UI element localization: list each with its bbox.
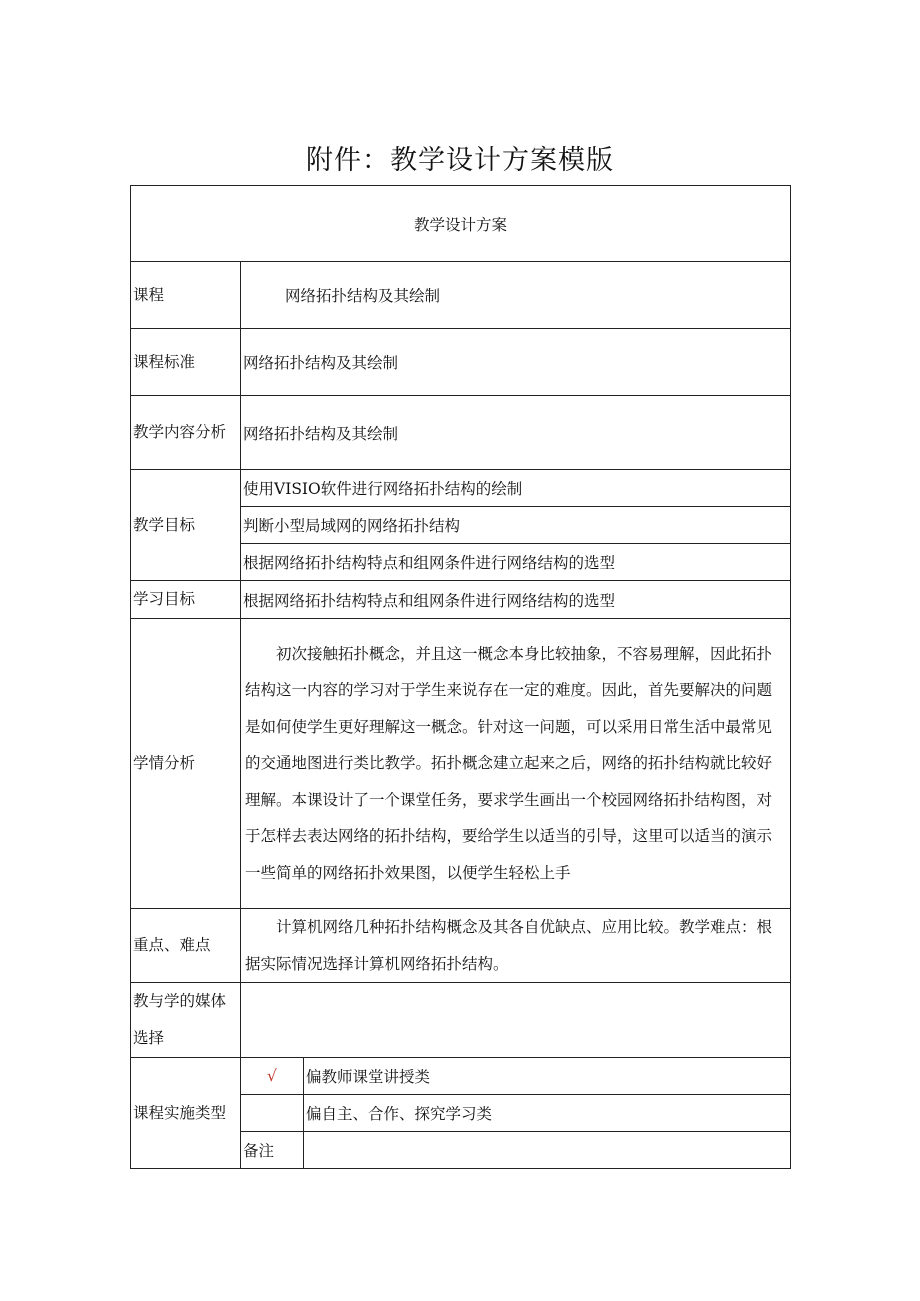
content-analysis-value: 网络拓扑结构及其绘制: [241, 396, 791, 470]
objectives-label: 教学目标: [131, 470, 241, 581]
objective-item: 判断小型局域网的网络拓扑结构: [241, 507, 791, 544]
course-label: 课程: [131, 262, 241, 329]
remark-label: 备注: [241, 1132, 304, 1169]
objective-item: 根据网络拓扑结构特点和组网条件进行网络结构的选型: [241, 544, 791, 581]
media-label: 教与学的媒体选择: [131, 983, 241, 1058]
student-analysis-paragraph: 初次接触拓扑概念，并且这一概念本身比较抽象，不容易理解，因此拓扑结构这一内容的学习对于学生来说存在一定的难度。因此，首先要解决的问题是如何使学生更好理解这一概念。针对这一问题，可以采用日常生活中最常见的交通地图进行类比教学。拓扑概念建立起来之后，网络的拓扑结构就比较好理解。本课设计了一个课堂任务，要求学生画出一个校园网络拓扑结构图，对于怎样去表达网络的拓扑结构，要给学生以适当的引导，这里可以适当的演示一些简单的网络拓扑效果图，以便学生轻松上手: [245, 644, 773, 882]
student-analysis-label: 学情分析: [131, 619, 241, 909]
remark-value: [304, 1132, 791, 1169]
check-mark: √: [241, 1058, 304, 1095]
implementation-option: 偏教师课堂讲授类: [304, 1058, 791, 1095]
table-heading: 教学设计方案: [131, 186, 791, 262]
key-points-label: 重点、难点: [131, 909, 241, 983]
implementation-label: 课程实施类型: [131, 1058, 241, 1169]
media-value: [241, 983, 791, 1058]
standard-value: 网络拓扑结构及其绘制: [241, 329, 791, 396]
check-mark-empty: [241, 1095, 304, 1132]
implementation-option: 偏自主、合作、探究学习类: [304, 1095, 791, 1132]
key-points-text: [241, 909, 791, 983]
learning-objectives-value: 根据网络拓扑结构特点和组网条件进行网络结构的选型: [241, 581, 791, 619]
objective-item: 使用VISIO软件进行网络拓扑结构的绘制: [241, 470, 791, 507]
page-title: 附件：教学设计方案模版: [306, 145, 614, 176]
student-analysis-text: [241, 619, 791, 909]
key-points-paragraph: 计算机网络几种拓扑结构概念及其各自优缺点、应用比较。教学难点：根据实际情况选择计算机网络拓扑结构。: [245, 918, 773, 973]
content-analysis-label: 教学内容分析: [131, 396, 241, 470]
learning-objectives-label: 学习目标: [131, 581, 241, 619]
standard-label: 课程标准: [131, 329, 241, 396]
course-value: 网络拓扑结构及其绘制: [241, 262, 791, 329]
teaching-design-table: [130, 185, 791, 1169]
